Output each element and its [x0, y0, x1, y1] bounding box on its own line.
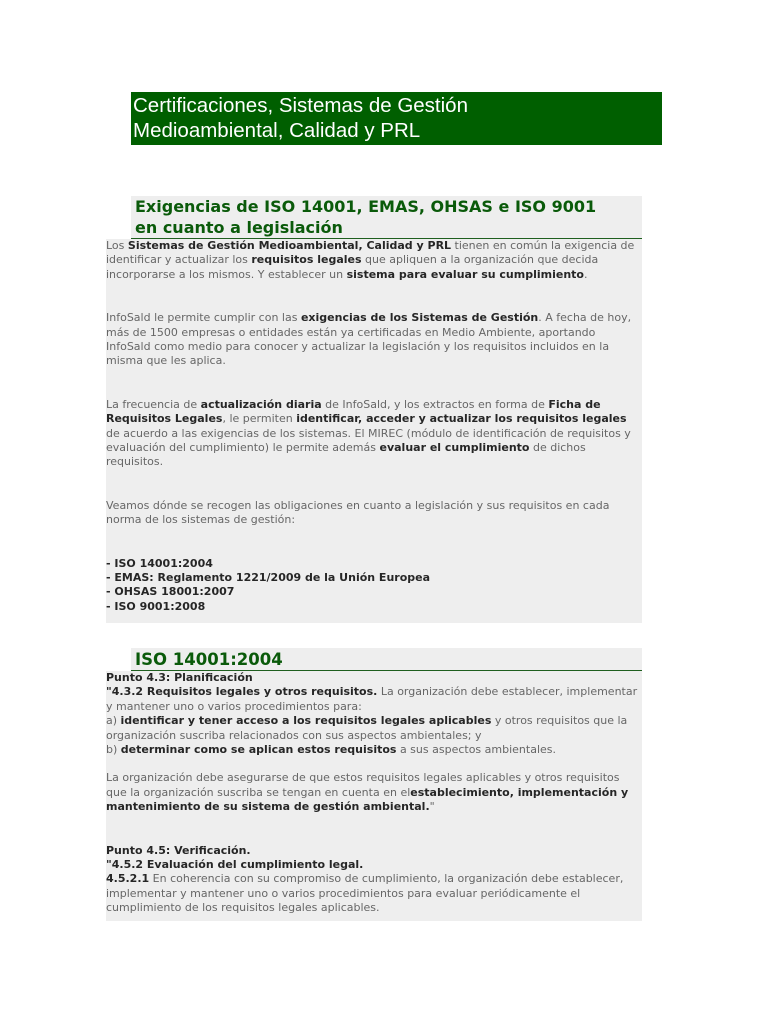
intro-block: [106, 239, 642, 623]
requisito-item-b: b) determinar como se aplican estos requisitos a sus aspectos ambientales.: [106, 743, 556, 757]
requisito-item-a: a) identificar y tener acceso a los requisitos legales aplicables y otros requisitos que la organización suscriba relacionados con sus aspectos ambientales; y: [106, 714, 628, 742]
heading-line-2: en cuanto a legislación: [135, 218, 343, 237]
list-item: - ISO 14001:2004: [106, 556, 213, 570]
title-line-2: Medioambiental, Calidad y PRL: [133, 119, 421, 142]
evaluacion-text: 4.5.2.1 En coherencia con su compromiso de cumplimiento, la organización debe establecer, implementar y mantener uno o varios procedimientos para evaluar periódicamente el cumplimiento de los requisitos legales aplicables.: [106, 872, 624, 915]
list-item: - OHSAS 18001:2007: [106, 585, 235, 599]
iso-paragraph: La organización debe asegurarse de que estos requisitos legales aplicables y otros requisitos que la organización suscriba se tengan en cuenta en elestablecimiento, implementación y mantenimiento de su sistema de gestión ambiental.": [106, 771, 629, 814]
intro-paragraph-1: Los Sistemas de Gestión Medioambiental, Calidad y PRL tienen en común la exigencia de identificar y actualizar los requisitos legales que apliquen a la organización que decida incorporarse a los mismos. Y establecer un sistema para evaluar su cumplimiento.: [106, 239, 635, 281]
list-item: - ISO 9001:2008: [106, 599, 206, 613]
section-heading-iso: ISO 14001:2004: [131, 648, 642, 671]
section-heading-exigencias: [131, 196, 642, 239]
list-item: - EMAS: Reglamento 1221/2009 de la Unión Europea: [106, 571, 431, 585]
punto-4-3: Punto 4.3: Planificación: [106, 671, 253, 684]
heading-line-1: Exigencias de ISO 14001, EMAS, OHSAS e ISO 9001: [135, 197, 597, 216]
intro-paragraph-3: La frecuencia de actualización diaria de InfoSald, y los extractos en forma de Ficha de Requisitos Legales, le permiten identificar, acceder y actualizar los requisitos legales de acuerdo a las exigencias de los sistemas. El MIREC (módulo de identificación de requisitos y evaluación del cumplimiento) le permite además evaluar el cumplimiento de dichos requisitos.: [106, 397, 631, 469]
evaluacion-title: "4.5.2 Evaluación del cumplimiento legal.: [106, 858, 364, 872]
punto-4-5: Punto 4.5: Verificación.: [106, 843, 251, 857]
standards-list: [106, 557, 642, 615]
requisito-4-3-2: "4.3.2 Requisitos legales y otros requisitos. La organización debe establecer, implementar y mantener uno o varios procedimientos para:: [106, 685, 638, 713]
iso-block: [106, 671, 642, 921]
title-line-1: Certificaciones, Sistemas de Gestión: [133, 94, 468, 117]
page-title: [131, 92, 662, 145]
intro-paragraph-4: Veamos dónde se recogen las obligaciones en cuanto a legislación y sus requisitos en cada norma de los sistemas de gestión:: [106, 498, 610, 527]
intro-paragraph-2: InfoSald le permite cumplir con las exigencias de los Sistemas de Gestión. A fecha de hoy, más de 1500 empresas o entidades están ya certificadas en Medio Ambiente, aportando InfoSald como medio para conocer y actualizar la legislación y los requisitos incluidos en la misma que les aplica.: [106, 311, 632, 368]
